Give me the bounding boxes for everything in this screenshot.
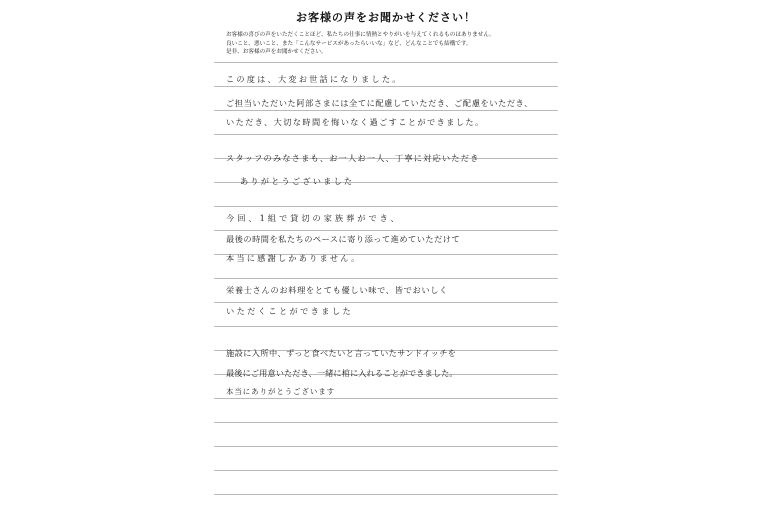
intro-line: お客様の喜びの声をいただくことほど、私たちの仕事に情熱とやりがいを与えてくれるものはありません。 <box>226 32 495 38</box>
handwritten-line: いただくことができました <box>226 306 354 316</box>
handwritten-line: いただき、大切な時間を悔いなく過ごすことができました。 <box>226 117 485 127</box>
ruled-line <box>214 494 558 495</box>
ruled-line <box>214 398 558 399</box>
form-title: お客様の声をお聞かせください！ <box>296 11 476 24</box>
ruled-line <box>214 326 558 327</box>
feedback-form <box>214 0 558 512</box>
ruled-line <box>214 278 558 279</box>
ruled-line <box>214 230 558 231</box>
handwritten-line: 栄養士さんのお料理をとても優しい味で、皆でおいしく <box>226 285 449 295</box>
handwritten-line: この度は、大変お世話になりました。 <box>226 74 403 84</box>
ruled-writing-area <box>214 62 558 502</box>
handwritten-line: 本当に感謝しかありません。 <box>226 253 362 263</box>
handwritten-line: 最後にご用意いただき、一緒に棺に入れることができました。 <box>226 368 458 378</box>
handwritten-line: 最後の時間を私たちのペースに寄り添って進めていただけて <box>226 234 461 244</box>
handwritten-line: ありがとうございました <box>240 176 355 186</box>
ruled-line <box>214 302 558 303</box>
intro-line: 是非、お客様の声をお聞かせください。 <box>226 49 327 55</box>
handwritten-line: 本当にありがとうございます <box>226 387 336 396</box>
handwritten-line: 施設に入所中、ずっと食べたいと言っていたサンドイッチを <box>226 348 457 358</box>
ruled-line <box>214 110 558 111</box>
handwritten-line: スタッフのみなさまも、お一人お一人、丁寧に対応いただき <box>226 153 480 163</box>
ruled-line <box>214 206 558 207</box>
ruled-line <box>214 422 558 423</box>
handwritten-line: ご担当いただいた阿部さまには全てに配慮していただき、ご配慮をいただき、 <box>226 98 533 108</box>
ruled-line <box>214 446 558 447</box>
ruled-line <box>214 86 558 87</box>
form-intro <box>226 31 556 57</box>
ruled-line <box>214 134 558 135</box>
ruled-line <box>214 62 558 63</box>
intro-line: 良いこと、悪いこと、また「こんなサービスがあったらいいな」など、どんなことでも結構です。 <box>226 40 472 47</box>
handwritten-line: 今回、1組で貸切の家族葬ができ、 <box>226 213 402 223</box>
ruled-line <box>214 470 558 471</box>
